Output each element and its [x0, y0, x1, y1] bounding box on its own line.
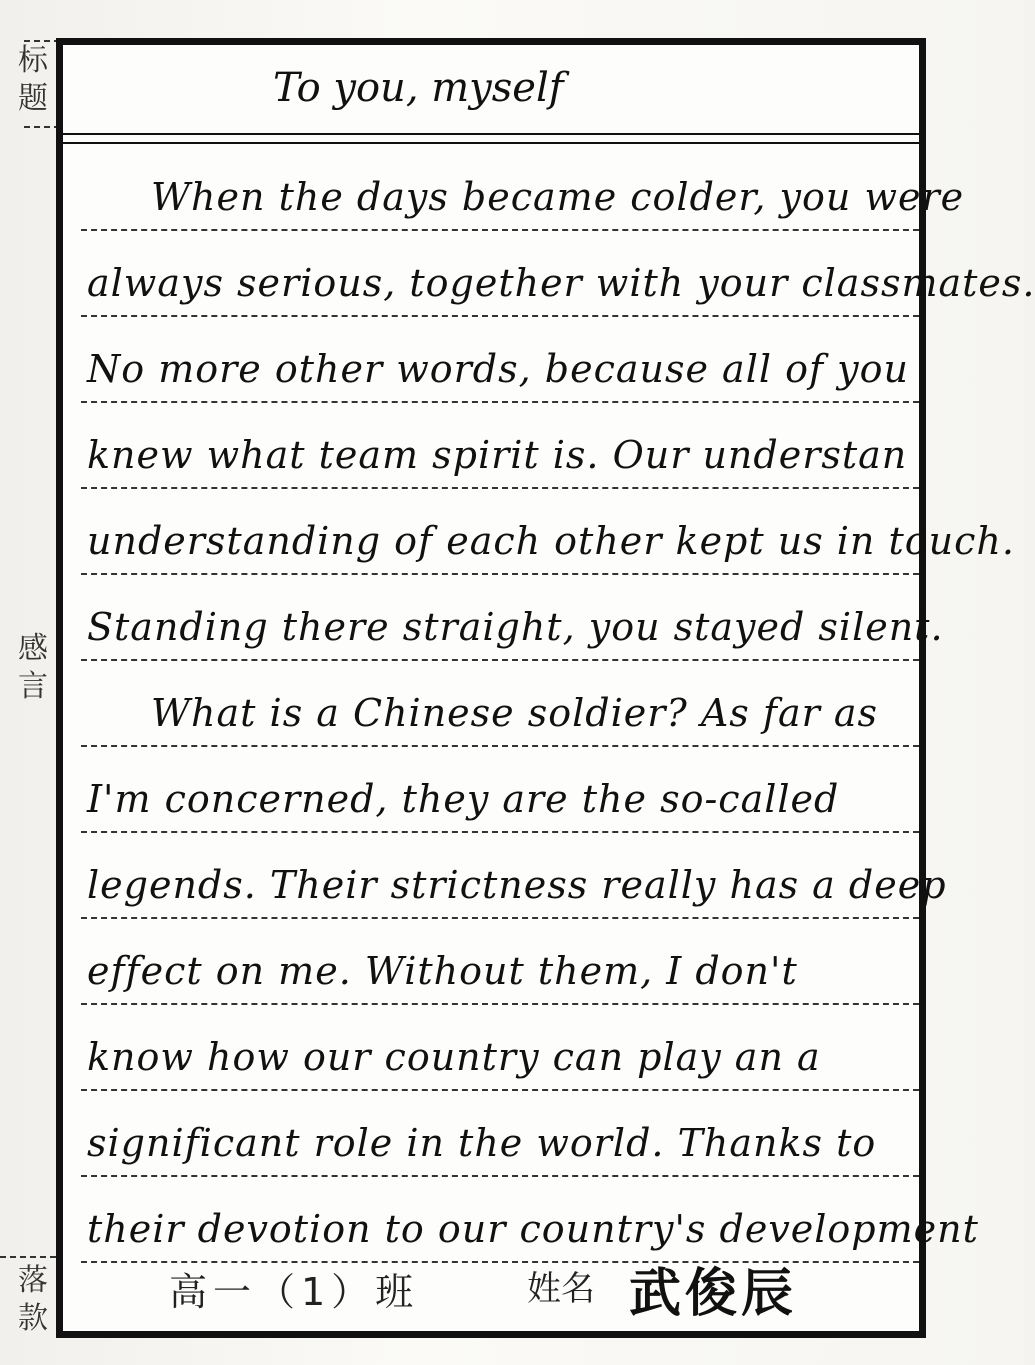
essay-line: know how our country can play an a — [81, 1005, 919, 1091]
essay-line: knew what team spirit is. Our understan — [81, 403, 919, 489]
class-label: 高一（1）班 — [169, 1270, 420, 1314]
essay-line: legends. Their strictness really has a deep — [81, 833, 919, 919]
essay-line: effect on me. Without them, I don't — [81, 919, 919, 1005]
essay-line: When the days became colder, you were — [81, 145, 919, 231]
essay-line: understanding of each other kept us in touch. — [81, 489, 919, 575]
student-name: 武俊辰 — [629, 1263, 798, 1324]
signature-row — [63, 1245, 919, 1331]
side-label-signature: 落 款 — [18, 1263, 48, 1336]
title-row — [63, 45, 919, 133]
essay-line: I'm concerned, they are the so-called — [81, 747, 919, 833]
essay-line: What is a Chinese soldier? As far as — [81, 661, 919, 747]
essay-body — [81, 145, 1035, 1263]
title-divider — [63, 133, 919, 144]
essay-line: their devotion to our country's development — [81, 1177, 919, 1263]
side-label-feelings: 感 言 — [18, 631, 48, 704]
essay-line: No more other words, because all of you — [81, 317, 919, 403]
divider — [0, 1256, 56, 1258]
essay-line: Standing there straight, you stayed silent. — [81, 575, 919, 661]
essay-title: To you, myself — [273, 65, 564, 111]
essay-line: always serious, together with your classmates. — [81, 231, 919, 317]
writing-frame — [56, 38, 1035, 1338]
side-label-title: 标 题 — [18, 43, 48, 116]
essay-line: significant role in the world. Thanks to — [81, 1091, 919, 1177]
name-label: 姓名 — [527, 1269, 595, 1309]
